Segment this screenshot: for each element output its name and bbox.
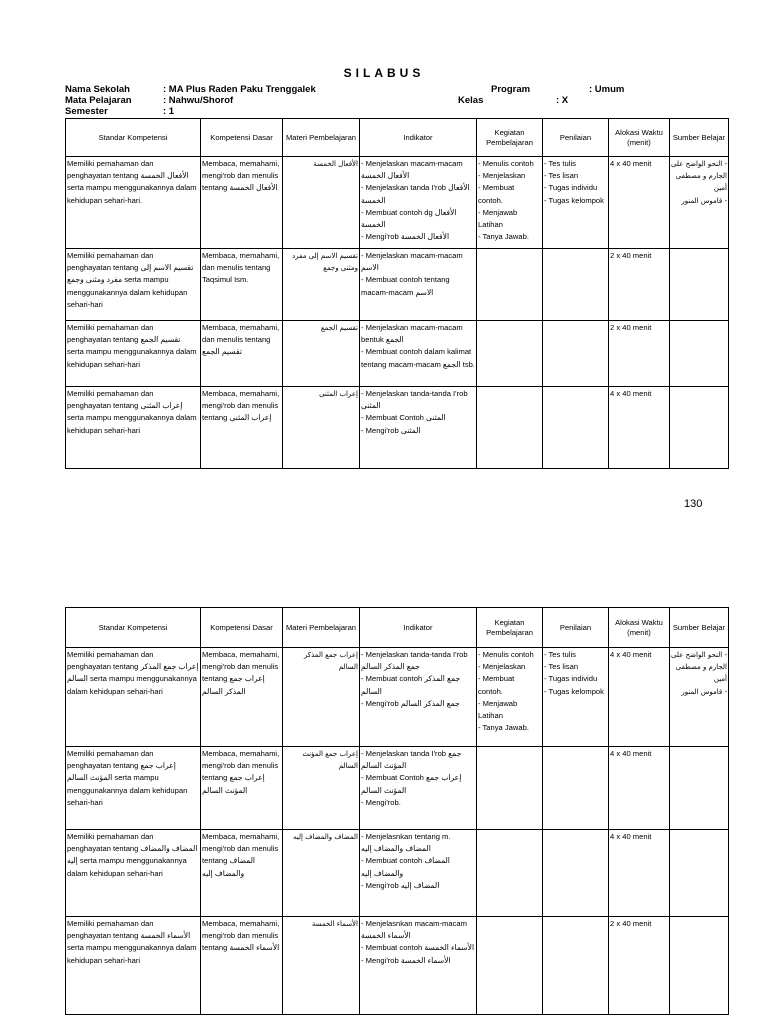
indikator-cell — [360, 917, 477, 1015]
list-item: - Menjelaskan macam-macam bentuk الجمع — [361, 323, 463, 345]
standar-kompetensi-cell: Memiliki pemahaman dan penghayatan tentang تقسيم الاسم إلى مفرد ومثنى وجمع serta mampu menggunakannya dalam kehidupan sehari-hari — [66, 249, 201, 321]
indikator-cell — [360, 321, 477, 387]
kegiatan-cell — [477, 387, 543, 469]
list-item: - Menjelaskan — [478, 171, 526, 181]
penilaian-cell — [543, 157, 609, 249]
sumber-belajar-cell — [670, 747, 729, 830]
materi-cell: تقسيم الاسم إلى مفرد ومثنى وجمع — [283, 249, 360, 321]
table-row — [66, 321, 729, 387]
table-row — [66, 917, 729, 1015]
list-item: - Menjelasnkan tentang m. المضاف والمضاف إليه — [361, 832, 451, 854]
table-row — [66, 157, 729, 249]
list-item: - Tes lisan — [544, 662, 579, 672]
table-header-row — [66, 608, 729, 648]
kegiatan-cell — [477, 321, 543, 387]
list-item: - Menjelaskan macam-macam الاسم — [361, 251, 463, 273]
list-item: - Membuat contoh المضاف والمضاف إليه — [361, 856, 450, 878]
alokasi-cell: 2 x 40 menit — [609, 321, 670, 387]
list-item: - Menulis contoh — [478, 650, 534, 659]
header-cell: Indikator — [360, 119, 477, 157]
alokasi-cell: 4 x 40 menit — [609, 157, 670, 249]
kegiatan-cell — [477, 648, 543, 747]
semester-value: : 1 — [163, 106, 175, 117]
list-item: - Menjelaskan tanda I'rob جمع المؤنث السالم — [361, 749, 462, 771]
kompetensi-dasar-cell: Membaca, memahami, mengi'rob dan menulis tentang الأفعال الخمسة — [201, 157, 283, 249]
kelas-value: : X — [556, 95, 569, 106]
indikator-cell — [360, 648, 477, 747]
penilaian-cell — [543, 648, 609, 747]
list-item: - Tugas individu — [544, 183, 598, 193]
materi-cell: إعراب جمع المذكر السالم — [283, 648, 360, 747]
meta-mapel — [65, 95, 395, 106]
list-item: - Tes tulis — [544, 650, 576, 659]
list-item: - Tanya Jawab. — [478, 232, 529, 242]
sekolah-label: Nama Sekolah — [65, 84, 130, 95]
kegiatan-cell — [477, 157, 543, 249]
list-item: - Mengi'rob المضاف إليه — [361, 880, 440, 890]
list-item: - Membuat contoh dg الأفعال الخمسة — [361, 207, 457, 230]
indikator-cell — [360, 387, 477, 469]
mapel-value: : Nahwu/Shorof — [163, 95, 234, 106]
program-value: : Umum — [589, 84, 625, 95]
header-cell: Materi Pembelajaran — [283, 608, 360, 648]
list-item: - Membuat contoh dalam kalimat tentang macam-macam الجمع tsb. — [361, 347, 475, 369]
header-cell: Standar Kompetensi — [66, 119, 201, 157]
page-title: SILABUS — [343, 66, 425, 80]
header-cell: Sumber Belajar — [670, 608, 729, 648]
indikator-cell — [360, 747, 477, 830]
sumber-belajar-cell — [670, 387, 729, 469]
alokasi-cell: 2 x 40 menit — [609, 249, 670, 321]
list-item: - Membuat contoh tentang macam-macam الاسم — [361, 275, 450, 297]
list-item: - Menjawab Latihan — [478, 698, 518, 721]
header-cell: Penilaian — [543, 608, 609, 648]
materi-cell: الأفعال الخمسة — [283, 157, 360, 249]
header-cell: Penilaian — [543, 119, 609, 157]
mapel-label: Mata Pelajaran — [65, 95, 132, 106]
list-item: - Tes tulis — [544, 159, 576, 168]
header-cell: Kompetensi Dasar — [201, 608, 283, 648]
header-cell: Standar Kompetensi — [66, 608, 201, 648]
list-item: - Membuat contoh الأسماء الخمسة — [361, 943, 475, 953]
alokasi-cell: 4 x 40 menit — [609, 387, 670, 469]
meta-program — [491, 84, 691, 95]
list-item: - Tugas individu — [544, 674, 598, 684]
penilaian-cell — [543, 830, 609, 917]
indikator-cell — [360, 249, 477, 321]
list-item: - Mengi'rob الأسماء الخمسة — [361, 955, 451, 965]
alokasi-cell: 4 x 40 menit — [609, 830, 670, 917]
semester-label: Semester — [65, 106, 108, 117]
meta-kelas — [458, 95, 608, 106]
header-cell: Indikator — [360, 608, 477, 648]
header-cell: Alokasi Waktu (menit) — [609, 608, 670, 648]
table-row — [66, 387, 729, 469]
list-item: - Menjelaskan tanda-tanda I'rob جمع المذكر السالم — [361, 650, 468, 672]
kegiatan-cell — [477, 747, 543, 830]
kompetensi-dasar-cell: Membaca, memahami, mengi'rob dan menulis tentang إعراب المثنى — [201, 387, 283, 469]
table-row — [66, 830, 729, 917]
list-item: - Membuat contoh. — [478, 674, 515, 696]
kegiatan-cell — [477, 830, 543, 917]
table-row — [66, 747, 729, 830]
header-cell: Kompetensi Dasar — [201, 119, 283, 157]
table-row — [66, 249, 729, 321]
page-number: 130 — [684, 498, 703, 510]
sumber-belajar-cell — [670, 830, 729, 917]
materi-cell: تقسيم الجمع — [283, 321, 360, 387]
list-item: - النحو الواضح على الجارم و مصطفى أمين — [671, 651, 727, 684]
kompetensi-dasar-cell: Membaca, memahami, mengi'rob dan menulis tentang إعراب جمع المذكر السالم — [201, 648, 283, 747]
list-item: - Mengi'rob. — [361, 797, 401, 807]
kompetensi-dasar-cell: Membaca, memahami, dan menulis tentang Taqsimul Ism. — [201, 249, 283, 321]
standar-kompetensi-cell: Memiliki pemahaman dan penghayatan tentang الأفعال الخمسة serta mampu menggunakannya dalam kehidupan sehari-hari. — [66, 157, 201, 249]
alokasi-cell: 2 x 40 menit — [609, 917, 670, 1015]
list-item: - Menjelasnkan macam-macam الأسماء الخمسة — [361, 919, 467, 941]
penilaian-cell — [543, 917, 609, 1015]
syllabus-table-2 — [65, 607, 729, 1015]
standar-kompetensi-cell: Memiliki pemahaman dan penghayatan tentang تقسيم الجمع serta mampu menggunakannya dalam kehidupan sehari-hari — [66, 321, 201, 387]
standar-kompetensi-cell: Memiliki pemahaman dan penghayatan tentang إعراب جمع المذكر السالم serta mampu menggunakannya dalam kehidupan sehari-hari — [66, 648, 201, 747]
list-item: - Tugas kelompok — [544, 686, 604, 696]
list-item: - قاموس المنور — [681, 687, 727, 696]
sekolah-value: : MA Plus Raden Paku Trenggalek — [163, 84, 316, 95]
sumber-belajar-cell — [670, 917, 729, 1015]
kegiatan-cell — [477, 249, 543, 321]
header-cell: Kegiatan Pembelajaran — [477, 119, 543, 157]
standar-kompetensi-cell: Memiliki pemahaman dan penghayatan tentang المضاف والمضاف إليه serta mampu menggunakannya dalam kehidupan sehari-hari — [66, 830, 201, 917]
list-item: - Menjelaskan tanda I'rob الأفعال الخمسة — [361, 183, 470, 205]
list-item: - Mengi'rob الأفعال الخمسة — [361, 232, 450, 242]
table-header-row — [66, 119, 729, 157]
header-cell: Kegiatan Pembelajaran — [477, 608, 543, 648]
penilaian-cell — [543, 387, 609, 469]
standar-kompetensi-cell: Memiliki pemahaman dan penghayatan tentang إعراب المثنى serta mampu menggunakannya dalam kehidupan sehari-hari — [66, 387, 201, 469]
table-row — [66, 648, 729, 747]
penilaian-cell — [543, 249, 609, 321]
list-item: - Menulis contoh — [478, 159, 534, 168]
kompetensi-dasar-cell: Membaca, memahami, dan menulis tentang تقسيم الجمع — [201, 321, 283, 387]
list-item: - Membuat contoh جمع المذكر السالم — [361, 674, 461, 696]
list-item: - Menjelaskan macam-macam الأفعال الخمسة — [361, 159, 463, 181]
materi-cell: المضاف والمضاف إليه — [283, 830, 360, 917]
kompetensi-dasar-cell: Membaca, memahami, mengi'rob dan menulis tentang الأسماء الخمسة — [201, 917, 283, 1015]
penilaian-cell — [543, 747, 609, 830]
materi-cell: إعراب جمع المؤنث السالم — [283, 747, 360, 830]
kegiatan-cell — [477, 917, 543, 1015]
list-item: - Menjelaskan tanda-tanda I'rob المثنى — [361, 389, 468, 411]
list-item: - Tanya Jawab. — [478, 723, 529, 733]
list-item: - Menjawab Latihan — [478, 207, 518, 230]
list-item: - Membuat contoh. — [478, 183, 515, 205]
kompetensi-dasar-cell: Membaca, memahami, mengi'rob dan menulis tentang إعراب جمع المؤنث السالم — [201, 747, 283, 830]
materi-cell: الأسماء الخمسة — [283, 917, 360, 1015]
penilaian-cell — [543, 321, 609, 387]
standar-kompetensi-cell: Memiliki pemahaman dan penghayatan tentang الأسماء الخمسة serta mampu menggunakannya dalam kehidupan sehari-hari — [66, 917, 201, 1015]
header-cell: Sumber Belajar — [670, 119, 729, 157]
kelas-label: Kelas — [458, 95, 484, 106]
alokasi-cell: 4 x 40 menit — [609, 648, 670, 747]
list-item: - Membuat Contoh المثنى — [361, 413, 446, 423]
sumber-belajar-cell — [670, 249, 729, 321]
list-item: - قاموس المنور — [681, 196, 727, 205]
header-cell: Alokasi Waktu (menit) — [609, 119, 670, 157]
indikator-cell — [360, 830, 477, 917]
header-cell: Materi Pembelajaran — [283, 119, 360, 157]
alokasi-cell: 4 x 40 menit — [609, 747, 670, 830]
sumber-belajar-cell — [670, 648, 729, 747]
list-item: - النحو الواضح على الجارم و مصطفى أمين — [671, 160, 727, 193]
list-item: - Mengi'rob جمع المذكر السالم — [361, 698, 460, 708]
list-item: - Membuat Contoh إعراب جمع المؤنث السالم — [361, 773, 462, 795]
meta-semester — [65, 106, 395, 117]
program-label: Program — [491, 84, 531, 95]
standar-kompetensi-cell: Memiliki pemahaman dan penghayatan tentang إعراب جمع المؤنث السالم serta mampu menggunakannya dalam kehidupan sehari-hari — [66, 747, 201, 830]
kompetensi-dasar-cell: Membaca, memahami, mengi'rob dan menulis tentang المضاف والمضاف إليه — [201, 830, 283, 917]
indikator-cell — [360, 157, 477, 249]
sumber-belajar-cell — [670, 157, 729, 249]
syllabus-table-1 — [65, 118, 729, 469]
list-item: - Menjelaskan — [478, 662, 526, 672]
materi-cell: إعراب المثنى — [283, 387, 360, 469]
list-item: - Tugas kelompok — [544, 195, 604, 205]
sumber-belajar-cell — [670, 321, 729, 387]
list-item: - Mengi'rob المثنى — [361, 425, 421, 435]
meta-sekolah — [65, 84, 395, 95]
list-item: - Tes lisan — [544, 171, 579, 181]
